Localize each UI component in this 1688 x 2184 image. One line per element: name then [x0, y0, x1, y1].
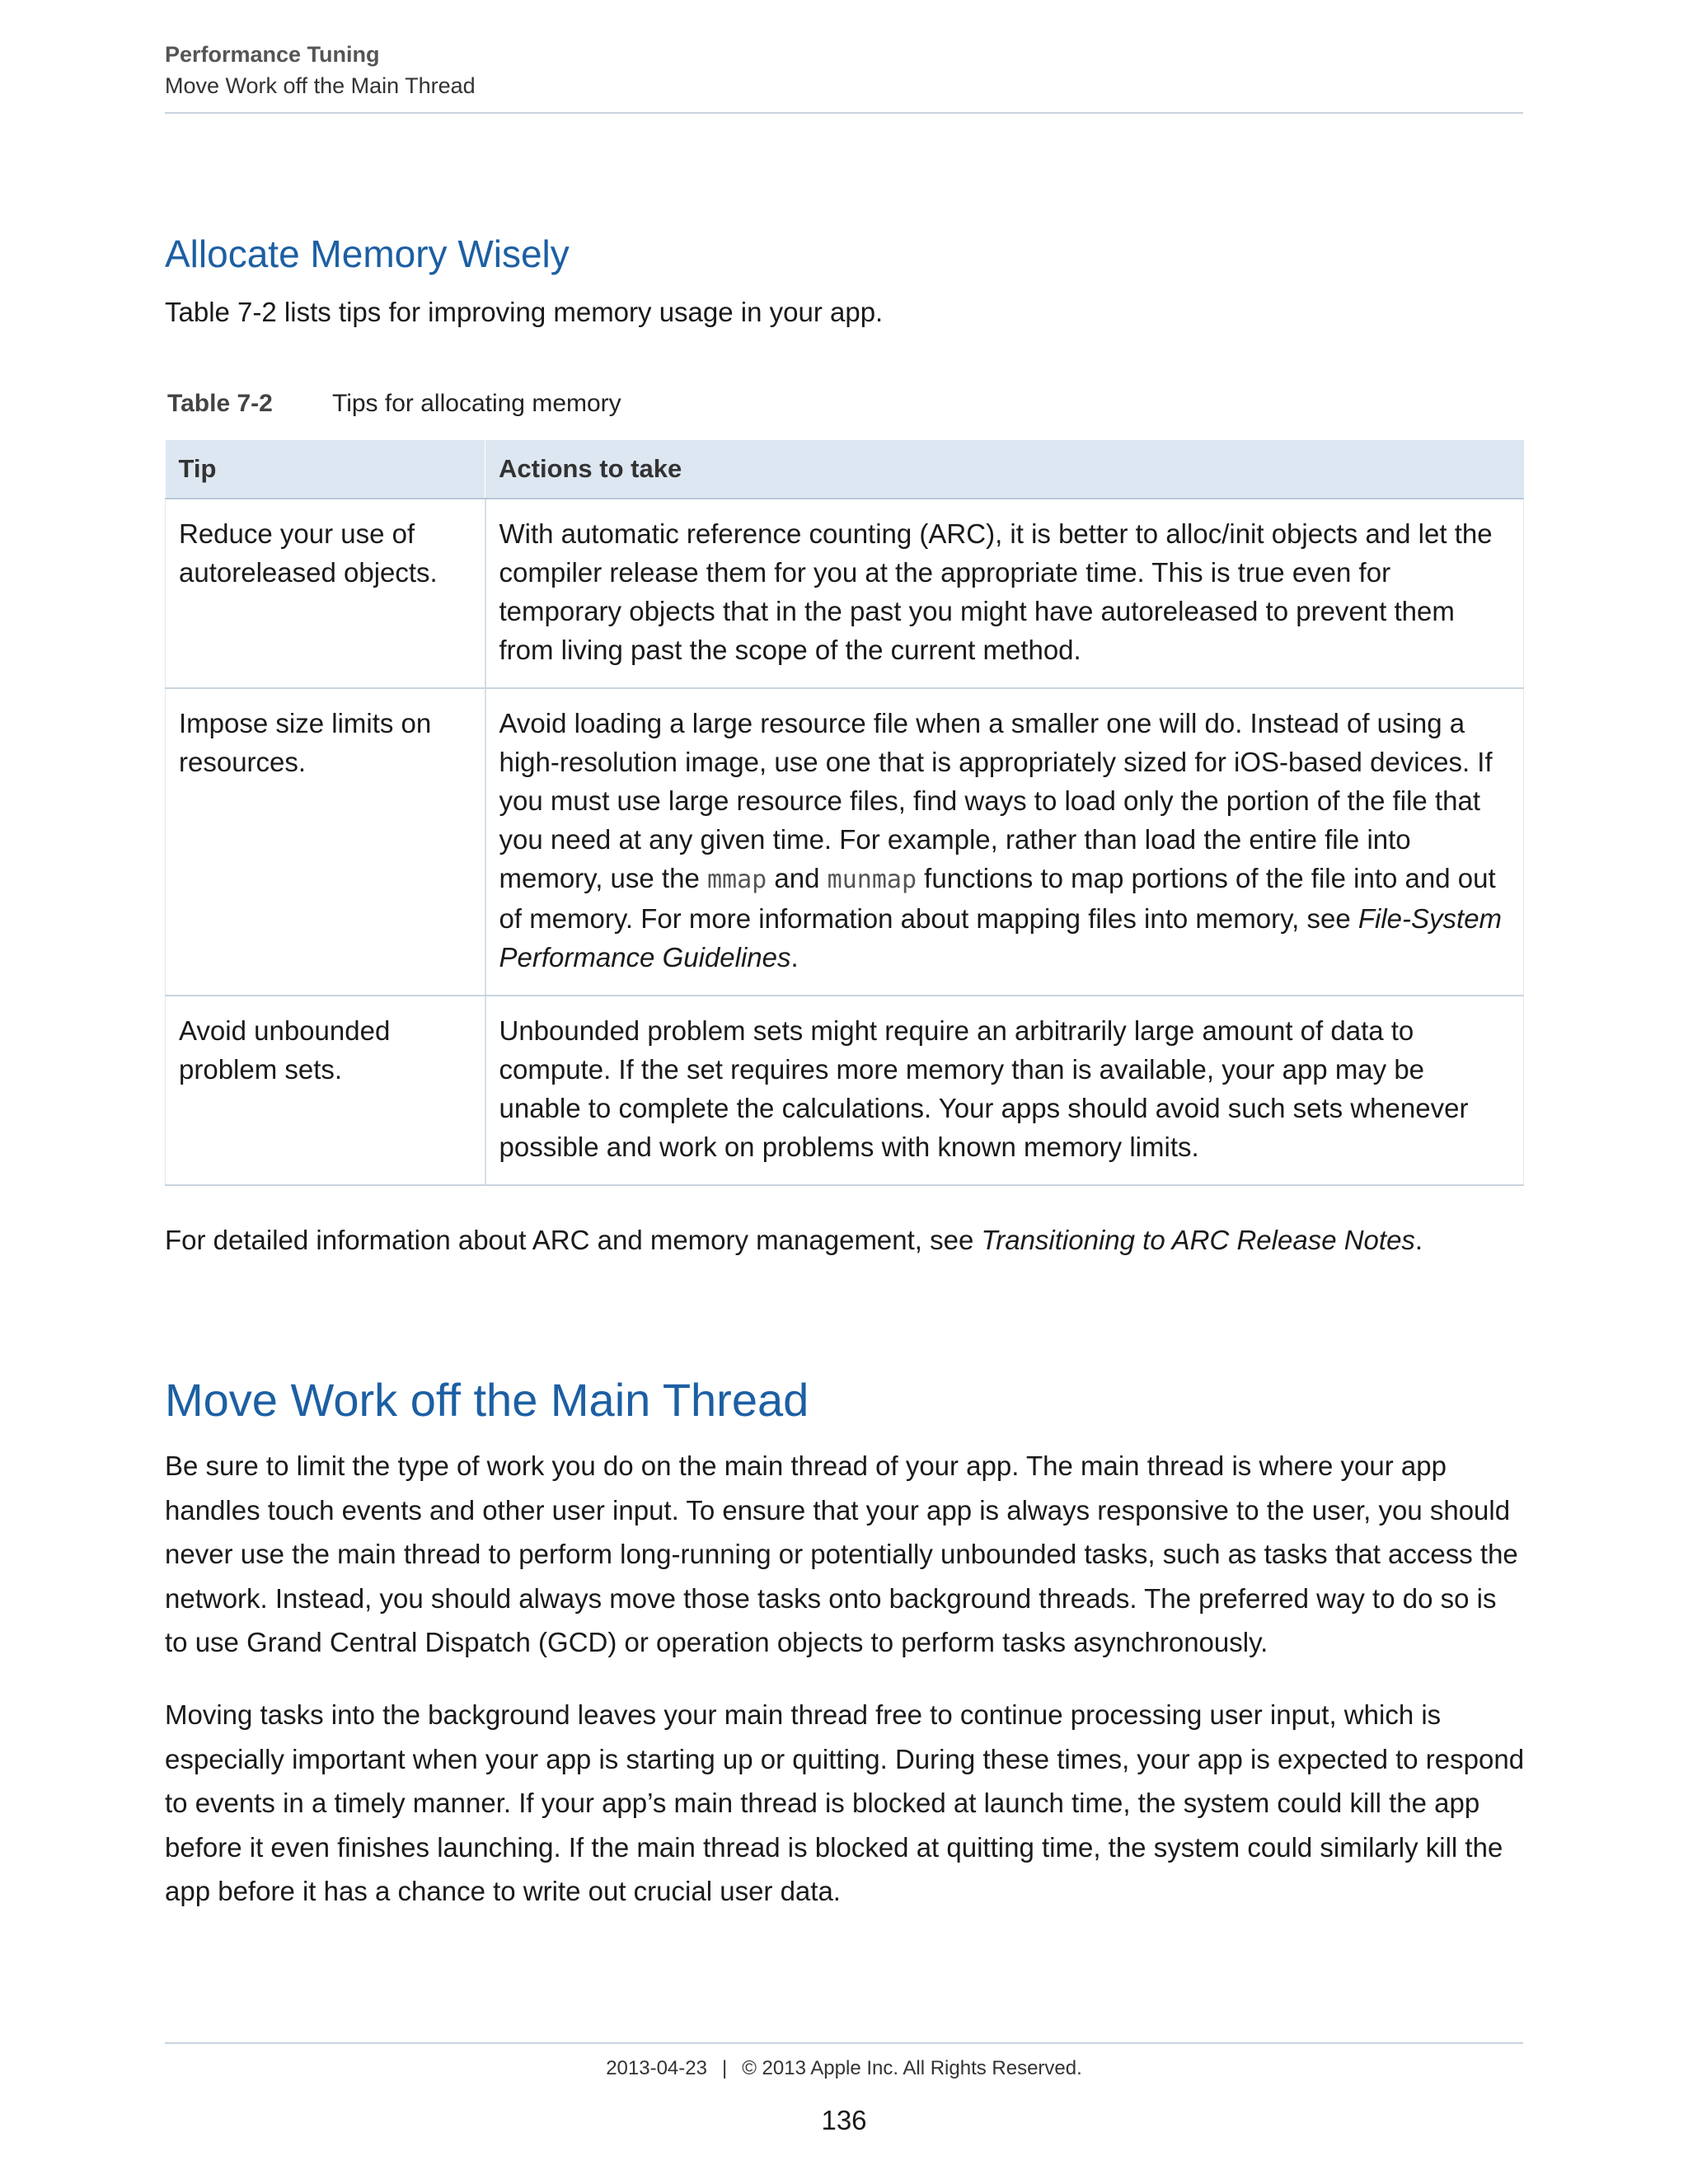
- table-header-row: [166, 440, 1524, 499]
- action-text: Avoid loading a large resource file when a smaller one will do. Instead of using a high-resolution image, use one that is appropriately sized for iOS-based devices. If you must use large resource files, find ways to load only the portion of the file that you need at any given time. For example, rather than load the entire file into memory, use the: [499, 708, 1493, 893]
- table-caption-label: Table 7-2: [167, 390, 273, 417]
- paragraph-text: .: [1414, 1225, 1423, 1255]
- footer-copyright: © 2013 Apple Inc. All Rights Reserved.: [742, 2057, 1082, 2079]
- running-header: [165, 40, 1523, 102]
- table-row: [166, 688, 1524, 996]
- link-file-system-performance-guidelines[interactable]: File-System Performance Guidelines: [499, 903, 1503, 972]
- section-title: Move Work off the Main Thread: [165, 73, 476, 98]
- table-row: [166, 499, 1524, 688]
- body-paragraph-1: Be sure to limit the type of work you do on the main thread of your app. The main thread is where your app handles touch events and other user input. To ensure that your app is always responsive to the user, you should never use the main thread to perform long-running or potentially unbounded tasks, such as tasks that access the network. Instead, you should always move those tasks onto background threads. The preferred way to do so is to use Grand Central Dispatch (GCD) or operation objects to perform tasks asynchronously.: [165, 1451, 1518, 1657]
- footer-rule: [165, 2042, 1523, 2044]
- code-munmap: munmap: [827, 865, 917, 894]
- table-caption-text: Tips for allocating memory: [332, 390, 621, 417]
- footer-separator: |: [721, 2057, 728, 2079]
- tip-cell: Impose size limits on resources.: [166, 688, 485, 996]
- footer-date: 2013-04-23: [606, 2057, 707, 2079]
- memory-tips-table: [165, 440, 1524, 1186]
- action-cell: [485, 688, 1524, 996]
- action-text: .: [790, 942, 799, 972]
- body-paragraph-2: Moving tasks into the background leaves your main thread free to continue processing user input, which is especially important when your app is starting up or quitting. During these times, your app is expected to respond to events in a timely manner. If your app’s main thread is blocked at launch time, the system could kill the app before it even finishes launching. If the main thread is blocked at quitting time, the system could similarly kill the app before it has a chance to write out crucial user data.: [165, 1699, 1525, 1906]
- action-cell: Unbounded problem sets might require an arbitrarily large amount of data to compute. If the set requires more memory than is available, your app may be unable to complete the calculations. Your apps should avoid such sets whenever possible and work on problems with known memory limits.: [485, 996, 1524, 1185]
- page-number: 136: [821, 2105, 867, 2135]
- column-header-tip: Tip: [166, 440, 485, 499]
- section-heading-move-work: Move Work off the Main Thread: [165, 1374, 809, 1426]
- chapter-title: Performance Tuning: [165, 42, 380, 67]
- header-rule: [165, 112, 1523, 114]
- tip-cell: Reduce your use of autoreleased objects.: [166, 499, 485, 688]
- paragraph-text: For detailed information about ARC and memory management, see: [165, 1225, 982, 1255]
- link-transitioning-to-arc[interactable]: Transitioning to ARC Release Notes: [981, 1225, 1415, 1255]
- code-mmap: mmap: [706, 865, 767, 894]
- column-header-actions: Actions to take: [485, 440, 1524, 499]
- page-footer: [0, 2057, 1688, 2080]
- table-caption: [167, 387, 621, 420]
- section-intro: Table 7-2 lists tips for improving memory usage in your app.: [165, 297, 884, 327]
- table-row: [166, 996, 1524, 1185]
- tip-cell: Avoid unbounded problem sets.: [166, 996, 485, 1185]
- action-text: functions to map portions of the file into and out of memory. For more information about mapping files into memory, see: [499, 863, 1496, 934]
- arc-reference-paragraph: [165, 1218, 1526, 1263]
- action-text: and: [767, 863, 828, 893]
- section-heading-allocate-memory: Allocate Memory Wisely: [165, 232, 570, 275]
- action-cell: With automatic reference counting (ARC), it is better to alloc/init objects and let the compiler release them for you at the appropriate time. This is true even for temporary objects that in the past you might have autoreleased to prevent them from living past the scope of the current method.: [485, 499, 1524, 688]
